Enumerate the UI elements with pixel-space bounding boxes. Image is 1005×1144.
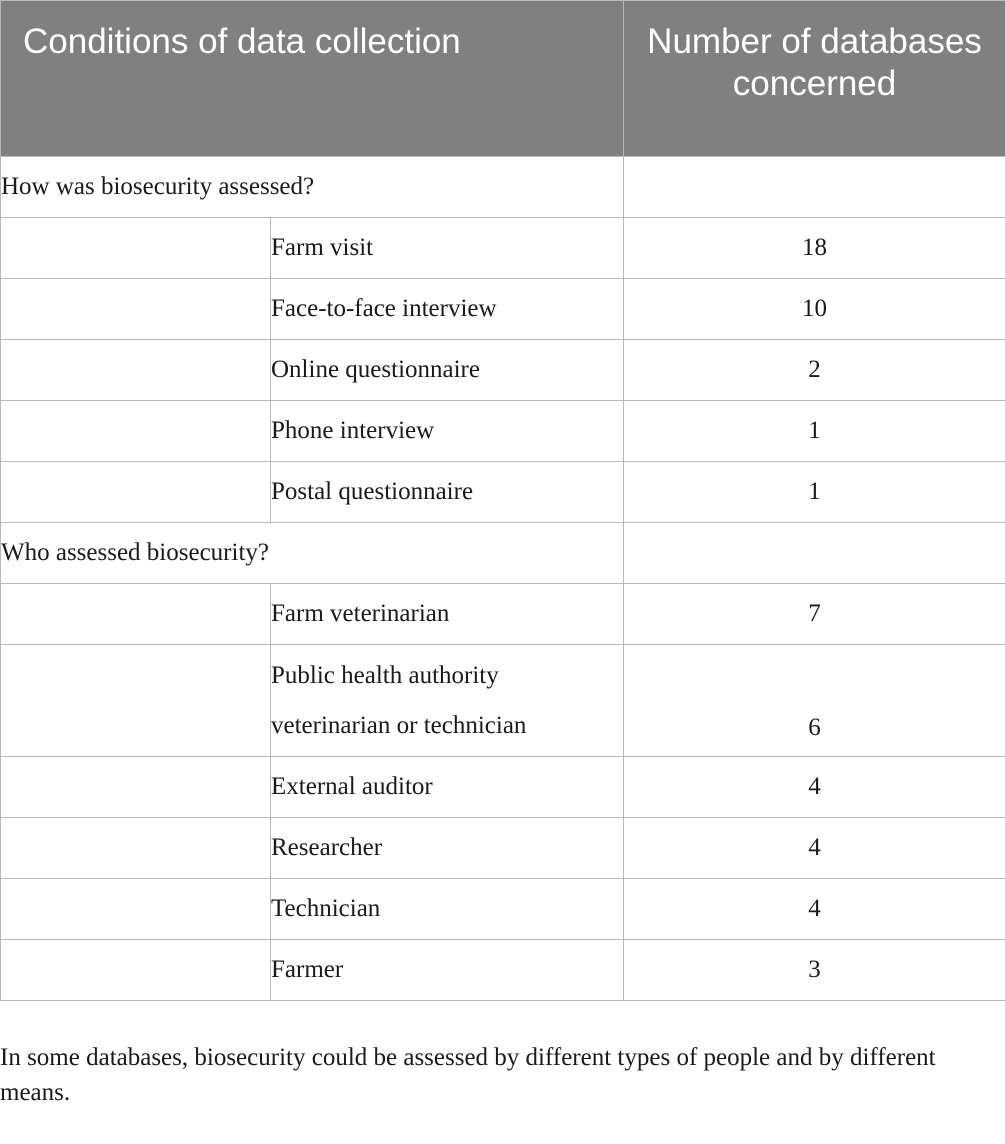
row-label: Farm visit — [271, 218, 624, 279]
header-row — [1, 1, 1005, 157]
row-value: 6 — [624, 645, 1005, 757]
table-row — [1, 401, 1005, 462]
header-number: Number of databases concerned — [624, 1, 1005, 157]
table-row — [1, 818, 1005, 879]
indent-cell — [1, 584, 271, 645]
indent-cell — [1, 879, 271, 940]
section-label-how: How was biosecurity assessed? — [1, 157, 624, 218]
row-value: 4 — [624, 757, 1005, 818]
row-label: Technician — [271, 879, 624, 940]
row-value: 7 — [624, 584, 1005, 645]
row-label: Postal questionnaire — [271, 462, 624, 523]
row-label: Researcher — [271, 818, 624, 879]
indent-cell — [1, 279, 271, 340]
table-body — [1, 157, 1005, 1001]
row-label: Phone interview — [271, 401, 624, 462]
table-row — [1, 940, 1005, 1001]
table-row — [1, 879, 1005, 940]
row-value: 4 — [624, 818, 1005, 879]
section-row-how — [1, 157, 1005, 218]
indent-cell — [1, 340, 271, 401]
header-conditions: Conditions of data collection — [1, 1, 624, 157]
section-label-who: Who assessed biosecurity? — [1, 523, 624, 584]
row-label: Online questionnaire — [271, 340, 624, 401]
row-value: 4 — [624, 879, 1005, 940]
row-label: External auditor — [271, 757, 624, 818]
row-label: Farmer — [271, 940, 624, 1001]
section-row-who — [1, 523, 1005, 584]
indent-cell — [1, 818, 271, 879]
row-value: 18 — [624, 218, 1005, 279]
row-value: 3 — [624, 940, 1005, 1001]
table-row — [1, 462, 1005, 523]
indent-cell — [1, 462, 271, 523]
indent-cell — [1, 645, 271, 757]
table-header — [1, 1, 1005, 157]
table-row — [1, 584, 1005, 645]
row-value: 1 — [624, 462, 1005, 523]
row-value: 10 — [624, 279, 1005, 340]
row-value: 1 — [624, 401, 1005, 462]
section-value-empty — [624, 523, 1005, 584]
table-row — [1, 279, 1005, 340]
row-label: Face-to-face interview — [271, 279, 624, 340]
table-footnote: In some databases, biosecurity could be assessed by different types of people and by different means. — [0, 1044, 936, 1106]
indent-cell — [1, 218, 271, 279]
table-row — [1, 757, 1005, 818]
indent-cell — [1, 940, 271, 1001]
table-row — [1, 340, 1005, 401]
row-value: 2 — [624, 340, 1005, 401]
row-label: Farm veterinarian — [271, 584, 624, 645]
indent-cell — [1, 757, 271, 818]
section-value-empty — [624, 157, 1005, 218]
table-row — [1, 645, 1005, 757]
table-row — [1, 218, 1005, 279]
indent-cell — [1, 401, 271, 462]
row-label: Public health authority veterinarian or technician — [271, 645, 624, 757]
